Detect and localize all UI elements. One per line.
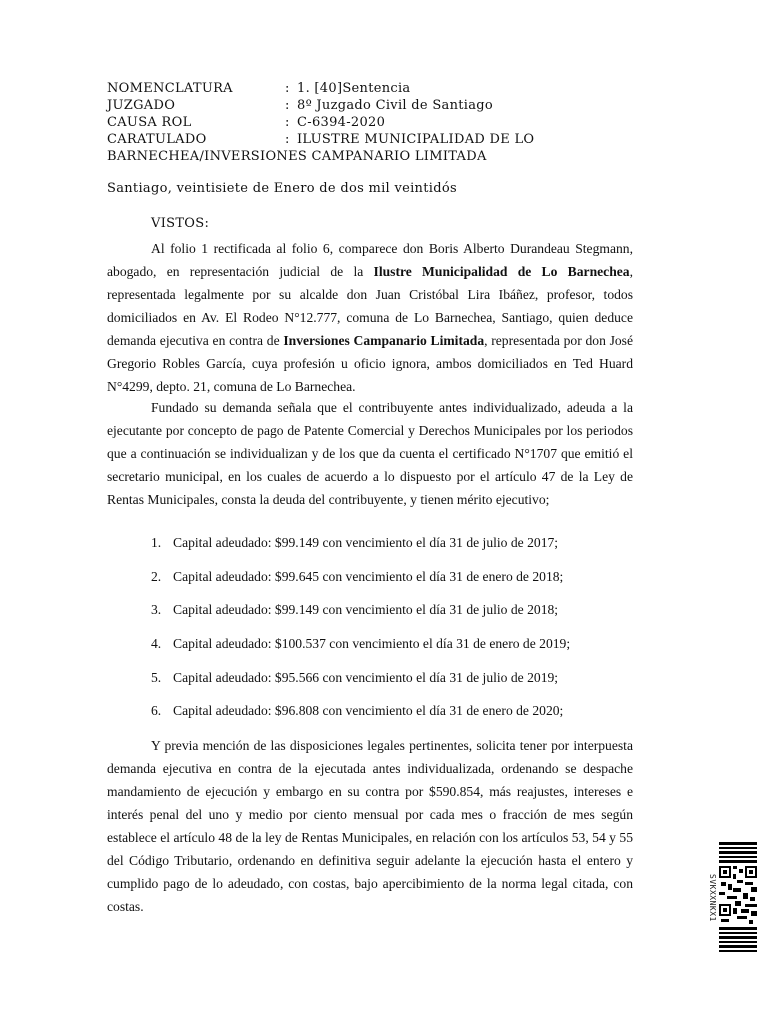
list-number: 3. <box>151 602 162 617</box>
vistos-heading: VISTOS: <box>151 216 210 231</box>
party-plaintiff: Ilustre Municipalidad de Lo Barnechea <box>373 264 630 279</box>
list-number: 1. <box>151 535 162 550</box>
party-defendant: Inversiones Campanario Limitada <box>283 333 485 348</box>
header-caratulado-continuation: BARNECHEA/INVERSIONES CAMPANARIO LIMITADA <box>107 149 487 164</box>
paragraph-1-text-3: , representada por don José Gregorio Robles García, cuya profesión u oficio ignora, ambos domiciliados en Ted Huard N°4299, depto. 21, comuna de Lo Barnechea. <box>107 333 633 394</box>
header-value: C-6394-2020 <box>297 115 386 130</box>
header-separator: : <box>285 81 290 96</box>
list-text: Capital adeudado: $99.149 con vencimiento el día 31 de julio de 2017; <box>173 535 559 550</box>
list-item <box>151 569 563 585</box>
verification-code <box>705 842 757 954</box>
header-row-caratulado <box>107 131 534 148</box>
list-item <box>151 703 563 719</box>
verification-code-label: SVKXXNKX1 <box>708 874 717 922</box>
header-row-juzgado <box>107 97 493 114</box>
header-row-nomenclatura <box>107 80 410 97</box>
header-separator: : <box>285 132 290 147</box>
list-number: 5. <box>151 670 162 685</box>
header-label: CARATULADO <box>107 132 207 147</box>
list-number: 4. <box>151 636 162 651</box>
header-label: NOMENCLATURA <box>107 81 233 96</box>
list-item <box>151 535 558 551</box>
paragraph-3-text: Y previa mención de las disposiciones legales pertinentes, solicita tener por interpuesta demanda ejecutiva en contra de la ejecutada antes individualizada, ordenando se despache mandamiento de ejecución y embargo en su contra por $590.854, más reajustes, intereses e interés penal del uno y medio por ciento mensual por cada mes o fracción de mes según establece el artículo 48 de la ley de Rentas Municipales, en relación con los artículos 53, 54 y 55 del Código Tributario, ordenando en definitiva seguir adelante la ejecución hasta el entero y cumplido pago de lo adeudado, con costas, bajo apercibimiento de la norma legal citada, con costas. <box>107 738 633 914</box>
header-value: 8º Juzgado Civil de Santiago <box>297 98 494 113</box>
header-label: JUZGADO <box>107 98 176 113</box>
date-line: Santiago, veintisiete de Enero de dos mil veintidós <box>107 181 457 196</box>
header-separator: : <box>285 115 290 130</box>
header-row-causa-rol <box>107 114 385 131</box>
header-label: CAUSA ROL <box>107 115 192 130</box>
paragraph-3 <box>107 734 633 918</box>
qr-code-icon <box>719 842 757 954</box>
paragraph-1-text-1: Al folio 1 rectificada al folio 6, comparece don Boris Alberto Durandeau Stegmann, abogado, en representación judicial de la <box>107 241 633 279</box>
paragraph-2 <box>107 396 633 511</box>
list-item <box>151 602 558 618</box>
list-number: 2. <box>151 569 162 584</box>
list-text: Capital adeudado: $99.149 con vencimiento el día 31 de julio de 2018; <box>173 602 559 617</box>
paragraph-2-text: Fundado su demanda señala que el contribuyente antes individualizado, adeuda a la ejecutante por concepto de pago de Patente Comercial y Derechos Municipales por los periodos que a continuación se individualizan y de los que da cuenta el certificado N°1707 que emitió el secretario municipal, en los cuales de acuerdo a lo dispuesto por el artículo 47 de la Ley de Rentas Municipales, consta la deuda del contribuyente, y tienen mérito ejecutivo; <box>107 400 633 507</box>
list-text: Capital adeudado: $95.566 con vencimiento el día 31 de julio de 2019; <box>173 670 559 685</box>
list-text: Capital adeudado: $100.537 con vencimiento el día 31 de enero de 2019; <box>173 636 571 651</box>
list-item <box>151 670 558 686</box>
list-number: 6. <box>151 703 162 718</box>
header-separator: : <box>285 98 290 113</box>
list-text: Capital adeudado: $96.808 con vencimiento el día 31 de enero de 2020; <box>173 703 564 718</box>
paragraph-1-text-2: , representada legalmente por su alcalde don Juan Cristóbal Lira Ibáñez, profesor, todos domiciliados en Av. El Rodeo N°12.777, comuna de Lo Barnechea, Santiago, quien deduce demanda ejecutiva en contra de <box>107 264 633 348</box>
paragraph-1 <box>107 237 633 398</box>
list-item <box>151 636 570 652</box>
header-value: ILUSTRE MUNICIPALIDAD DE LO <box>297 132 535 147</box>
list-text: Capital adeudado: $99.645 con vencimiento el día 31 de enero de 2018; <box>173 569 564 584</box>
header-value: 1. [40]Sentencia <box>297 81 411 96</box>
